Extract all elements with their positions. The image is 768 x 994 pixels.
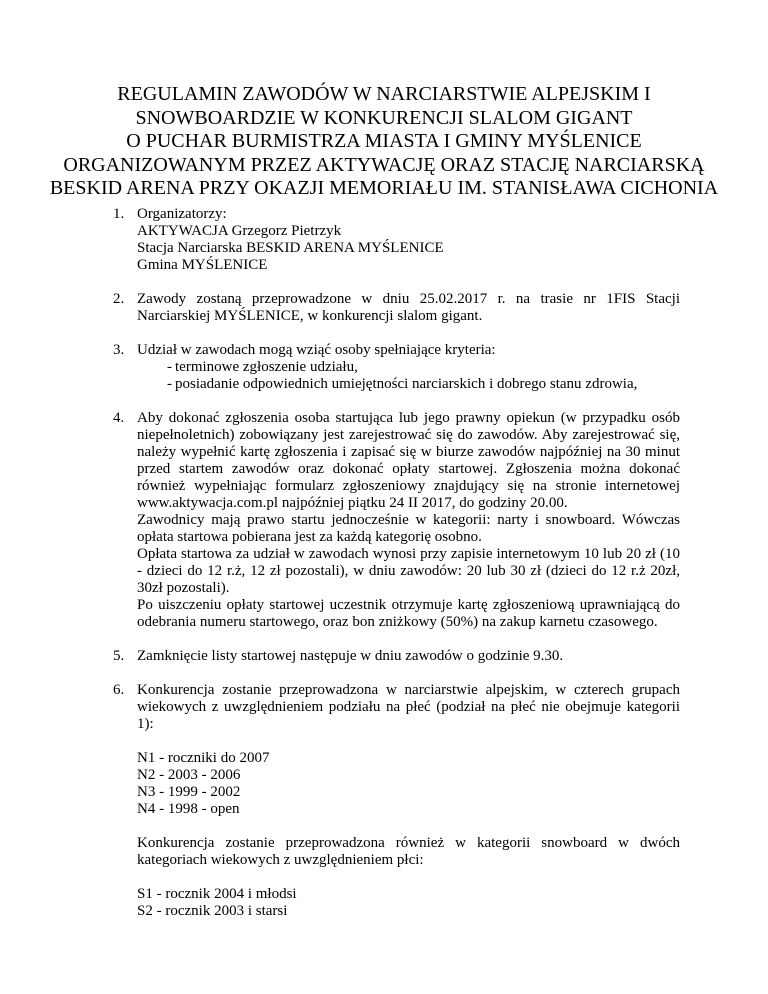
organizer: Gmina MYŚLENICE xyxy=(137,257,268,273)
criteria-item: - terminowe zgłoszenie udziału, xyxy=(167,359,358,375)
title-line: ORGANIZOWANYM PRZEZ AKTYWACJĘ ORAZ STACJĘ NARCIARSKĄ xyxy=(63,153,705,176)
item-number: 2. xyxy=(113,291,125,307)
item-paragraph: Konkurencja zostanie przeprowadzona również w kategorii snowboard w dwóch kategoriach wiekowych z uwzględnieniem płci: xyxy=(137,835,680,868)
spacer xyxy=(137,393,680,410)
list-item xyxy=(113,206,680,274)
item-number: 5. xyxy=(113,648,125,664)
item-paragraph: Opłata startowa za udział w zawodach wynosi przy zapisie internetowym 10 lub 20 zł (10 - dzieci do 12 r.ż, 12 zł pozostali), w dniu zawodów: 20 lub 30 zł (dzieci do 12 r.ż 20zł, 30zł pozostali). xyxy=(137,546,680,596)
list-item xyxy=(113,410,680,631)
item-number: 3. xyxy=(113,342,125,358)
ski-group: N1 - roczniki do 2007 xyxy=(137,750,270,766)
ski-group: N2 - 2003 - 2006 xyxy=(137,767,241,783)
ski-group: N4 - 1998 - open xyxy=(137,801,240,817)
item-paragraph: Po uiszczeniu opłaty startowej uczestnik otrzymuje kartę zgłoszeniową uprawniającą do odebrania numeru startowego, oraz bon zniżkowy (50%) na zakup karnetu czasowego. xyxy=(137,597,680,630)
title-line: SNOWBOARDZIE W KONKURENCJI SLALOM GIGANT xyxy=(135,106,633,129)
organizer: AKTYWACJA Grzegorz Pietrzyk xyxy=(137,223,342,239)
regulation-list xyxy=(113,206,680,920)
list-item xyxy=(113,291,680,325)
snowboard-group: S2 - rocznik 2003 i starsi xyxy=(137,903,288,919)
criteria-item: - posiadanie odpowiednich umiejętności narciarskich i dobrego stanu zdrowia, xyxy=(167,376,638,392)
spacer xyxy=(137,665,680,682)
item-paragraph: Zawodnicy mają prawo startu jednocześnie w kategorii: narty i snowboard. Wówczas opłata startowa pobierana jest za każdą kategorię osobno. xyxy=(137,512,680,545)
document-title xyxy=(0,83,768,201)
spacer xyxy=(137,325,680,342)
item-text: Organizatorzy: xyxy=(137,206,227,222)
item-number: 6. xyxy=(113,682,125,698)
item-number: 4. xyxy=(113,410,125,426)
item-paragraph: Aby dokonać zgłoszenia osoba startująca lub jego prawny opiekun (w przypadku osób niepełnoletnich) zobowiązany jest zarejestrować się do zawodów. Aby zarejestrować się, należy wypełnić kartę zgłoszenia i zapisać się w biurze zawodów najpóźniej na 30 minut przed startem zawodów oraz dokonać opłaty startowej. Zgłoszenia można dokonać również wypełniając formularz zgłoszeniowy znajdujący się na stronie internetowej www.aktywacja.com.pl najpóźniej piątku 24 II 2017, do godziny 20.00. xyxy=(137,410,680,511)
organizer: Stacja Narciarska BESKID ARENA MYŚLENICE xyxy=(137,240,444,256)
title-line: O PUCHAR BURMISTRZA MIASTA I GMINY MYŚLENICE xyxy=(126,130,642,152)
item-text: Zawody zostaną przeprowadzone w dniu 25.02.2017 r. na trasie nr 1FIS Stacji Narciarskiej MYŚLENICE, w konkurencji slalom gigant. xyxy=(137,291,680,324)
ski-group: N3 - 1999 - 2002 xyxy=(137,784,241,800)
title-line: BESKID ARENA PRZY OKAZJI MEMORIAŁU IM. STANISŁAWA CICHONIA xyxy=(49,177,719,199)
list-item xyxy=(113,648,680,665)
list-item xyxy=(113,342,680,393)
item-text: Zamknięcie listy startowej następuje w dniu zawodów o godzinie 9.30. xyxy=(137,648,564,664)
item-paragraph: Konkurencja zostanie przeprowadzona w narciarstwie alpejskim, w czterech grupach wiekowych z uwzględnieniem podziału na płeć (podział na płeć nie obejmuje kategorii 1): xyxy=(137,682,680,732)
item-number: 1. xyxy=(113,206,125,222)
title-line: REGULAMIN ZAWODÓW W NARCIARSTWIE ALPEJSKIM I xyxy=(117,83,651,105)
spacer xyxy=(137,631,680,648)
spacer xyxy=(137,274,680,291)
list-item xyxy=(113,682,680,920)
item-text: Udział w zawodach mogą wziąć osoby spełniające kryteria: xyxy=(137,342,496,358)
snowboard-group: S1 - rocznik 2004 i młodsi xyxy=(137,886,297,902)
